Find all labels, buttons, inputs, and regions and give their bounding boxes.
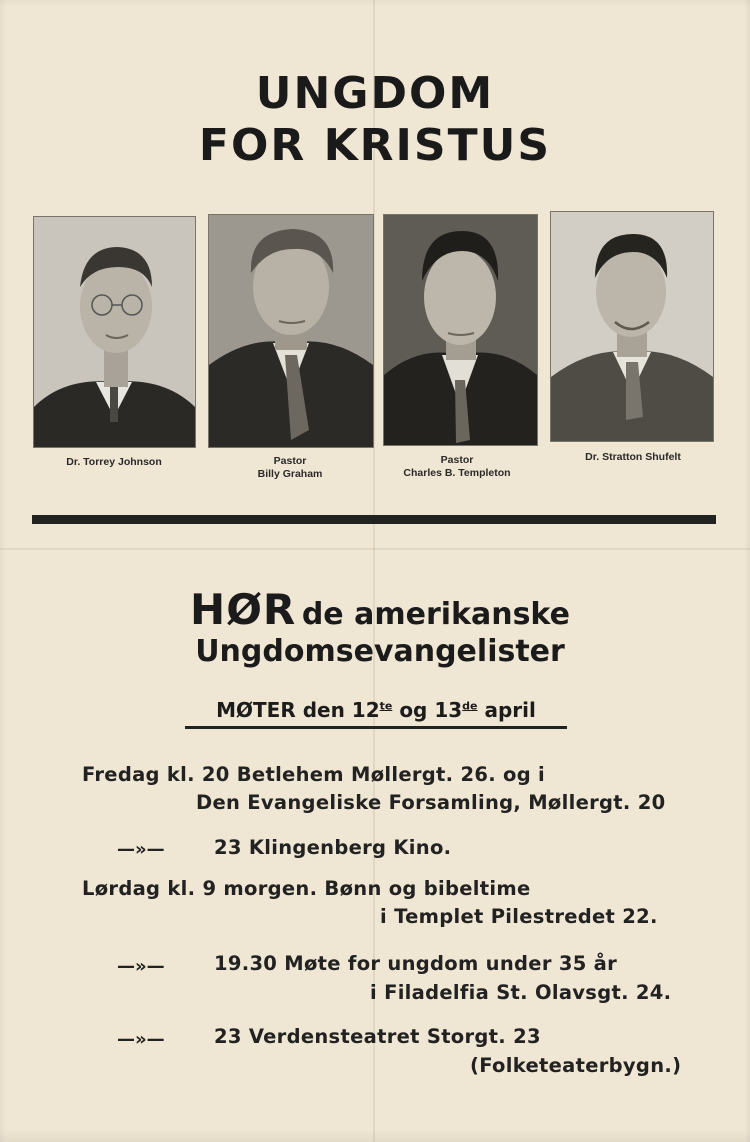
ditto-mark: —»— xyxy=(117,956,165,977)
meeting-prefix: MØTER den 12 xyxy=(216,698,380,722)
portrait-charles-templeton xyxy=(383,214,538,446)
sat-1930-line2: i Filadelfia St. Olavsgt. 24. xyxy=(370,981,672,1004)
portrait-stratton-shufelt xyxy=(550,211,714,442)
caption-name: Dr. Stratton Shufelt xyxy=(585,451,681,463)
poster-title-line1: UNGDOM xyxy=(255,68,495,119)
caption-torrey-johnson xyxy=(24,456,204,469)
saturday-line1: Lørdag kl. 9 morgen. Bønn og bibeltime xyxy=(82,877,531,900)
meeting-sup1: te xyxy=(379,699,393,713)
headline-line1 xyxy=(80,585,680,634)
caption-stratton-shufelt xyxy=(543,451,723,464)
sat-23-line2: (Folketeaterbygn.) xyxy=(470,1054,682,1077)
meeting-mid: og 13 xyxy=(399,698,463,722)
paper-fold-horizontal xyxy=(0,548,750,550)
caption-title: Pastor xyxy=(440,454,474,466)
portrait-torrey-johnson xyxy=(33,216,196,448)
sat-1930-line1: 19.30 Møte for ungdom under 35 år xyxy=(214,952,618,975)
meeting-sup2: de xyxy=(462,699,478,713)
caption-charles-templeton xyxy=(367,454,547,480)
portrait-billy-graham xyxy=(208,214,374,448)
divider-rule xyxy=(32,515,716,524)
friday-line1: Fredag kl. 20 Betlehem Møllergt. 26. og i xyxy=(82,763,546,786)
caption-name: Charles B. Templeton xyxy=(403,467,511,479)
friday-23: 23 Klingenberg Kino. xyxy=(214,836,452,859)
caption-title: Pastor xyxy=(273,455,307,467)
headline-line2: Ungdomsevangelister xyxy=(195,634,565,669)
friday-line2: Den Evangeliske Forsamling, Møllergt. 20 xyxy=(196,791,666,814)
headline-rest: de amerikanske xyxy=(301,597,570,632)
meeting-dates xyxy=(185,698,567,729)
poster-title-line2: FOR KRISTUS xyxy=(198,120,552,171)
headline-hor: HØR xyxy=(190,585,297,634)
caption-name: Billy Graham xyxy=(257,468,323,480)
caption-billy-graham xyxy=(200,455,380,481)
caption-name: Dr. Torrey Johnson xyxy=(66,456,162,468)
ditto-mark: —»— xyxy=(117,839,165,860)
ditto-mark: —»— xyxy=(117,1029,165,1050)
sat-23-line1: 23 Verdensteatret Storgt. 23 xyxy=(214,1025,541,1048)
saturday-line2: i Templet Pilestredet 22. xyxy=(380,905,658,928)
meeting-suffix: april xyxy=(484,698,536,722)
